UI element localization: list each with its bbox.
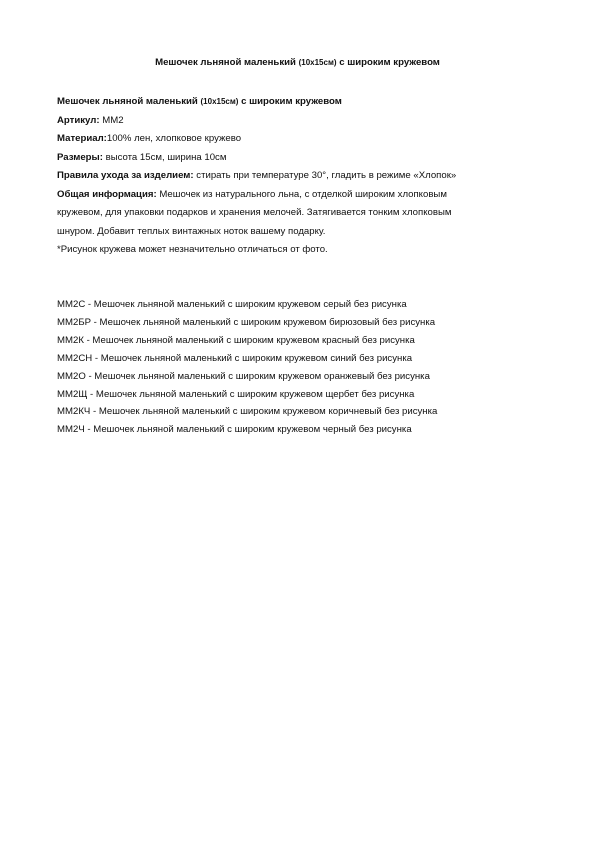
document-title [0,57,595,68]
product-name-rest: с широким кружевом [241,96,342,107]
lace-note: *Рисунок кружева может незначительно отличаться от фото. [57,244,328,255]
variant-item: ММ2Ч - Мешочек льняной маленький с широким кружевом черный без рисунка [57,424,412,436]
variant-item: ММ2К - Мешочек льняной маленький с широким кружевом красный без рисунка [57,334,415,346]
care-line [57,167,517,186]
variant-item: ММ2СН - Мешочек льняной маленький с широким кружевом синий без рисунка [57,352,413,364]
sizes-label: Размеры: [57,151,103,163]
general-label: Общая информация: [57,188,157,200]
care-value: стирать при температуре 30°, гладить в режиме «Хлопок» [196,170,457,181]
care-label: Правила ухода за изделием: [57,170,194,181]
material-value: 100% лен, хлопковое кружево [106,133,242,144]
sizes-line [57,149,517,168]
material-line [57,130,517,149]
product-name [57,93,517,112]
article-value: ММ2 [102,114,124,126]
general-line-3: шнуром. Добавит теплых винтажных ноток вашему подарку. [57,225,326,237]
title-main: Мешочек льняной маленький [155,57,296,68]
general-text-1: Мешочек из натурального льна, с отделкой широким хлопковым [159,188,447,200]
variant-item: ММ2О - Мешочек льняной маленький с широким кружевом оранжевый без рисунка [57,370,430,382]
sizes-value: высота 15см, ширина 10см [105,151,227,163]
article-label: Артикул: [57,114,100,126]
general-line-1 [57,186,517,205]
material-label: Материал: [57,133,107,144]
general-line-2: кружевом, для упаковки подарков и хранения мелочей. Затягивается тонким хлопковым [57,207,452,218]
variant-item: ММ2БР - Мешочек льняной маленький с широким кружевом бирюзовый без рисунка [57,316,436,328]
variant-list [57,296,527,439]
product-name-size: (10x15см) [200,97,239,106]
article-line [57,112,517,131]
product-info [57,93,517,260]
variant-item: ММ2Щ - Мешочек льняной маленький с широким кружевом щербет без рисунка [57,388,415,400]
product-name-main: Мешочек льняной маленький [57,96,198,107]
title-rest: с широким кружевом [339,57,440,68]
variant-item: ММ2С - Мешочек льняной маленький с широким кружевом серый без рисунка [57,299,407,310]
variant-item: ММ2КЧ - Мешочек льняной маленький с широким кружевом коричневый без рисунка [57,406,438,418]
title-size: (10x15см) [298,58,337,67]
